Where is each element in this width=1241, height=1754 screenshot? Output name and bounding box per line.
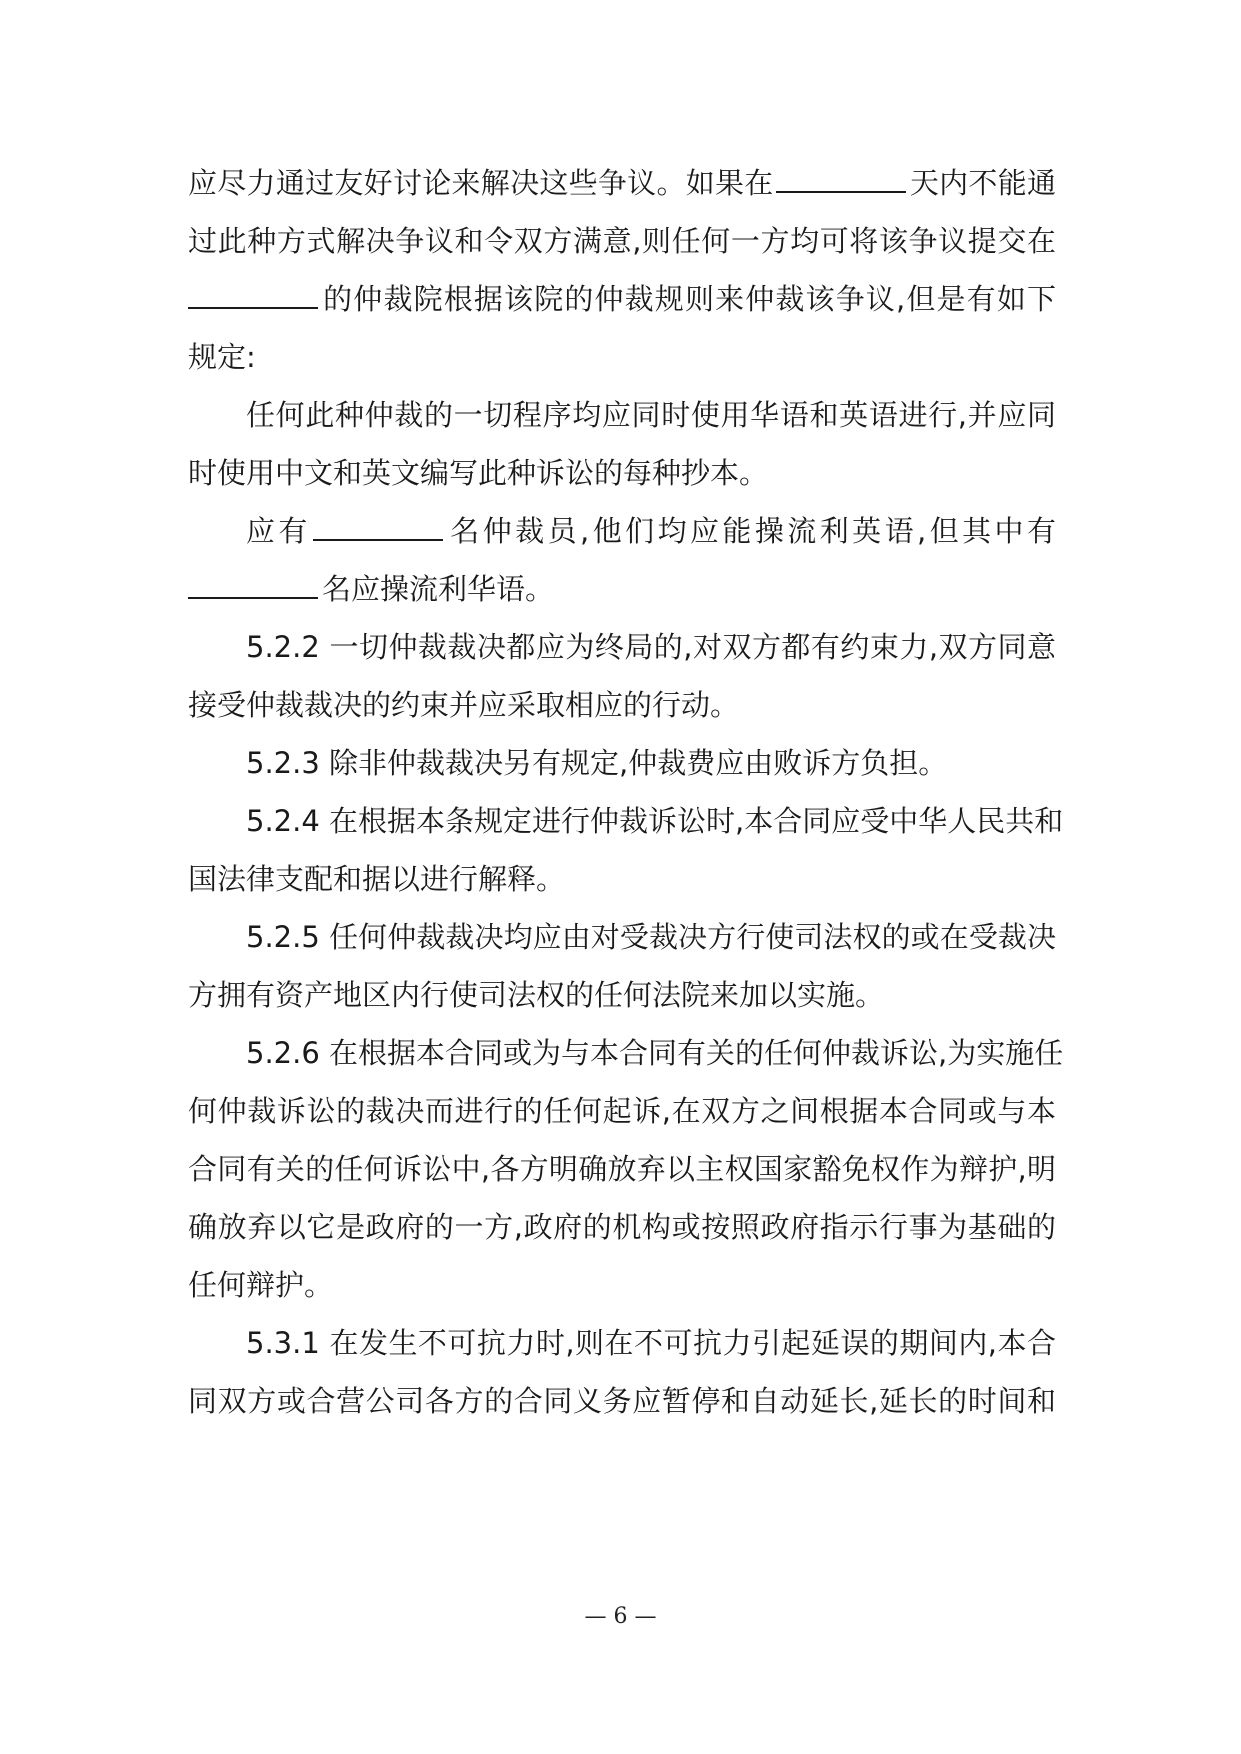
text-line (246, 391, 1056, 439)
text-line (188, 681, 1056, 729)
text-line (188, 449, 1056, 497)
text-line (246, 797, 1064, 845)
text-line (188, 275, 1056, 323)
text-line (246, 507, 1056, 555)
text-segment: 应尽力通过友好讨论来解决这些争议。如果在 (188, 166, 774, 200)
text-segment: 规定: (188, 340, 256, 374)
text-line (188, 217, 1056, 265)
text-segment: 时使用中文和英文编写此种诉讼的每种抄本。 (188, 456, 769, 490)
text-line (246, 913, 1056, 961)
text-segment: 名应操流利华语。 (322, 572, 555, 606)
text-line (188, 1377, 1056, 1425)
text-segment: 5.2.4 在根据本条规定进行仲裁诉讼时,本合同应受中华人民共和 (246, 804, 1064, 838)
text-line (188, 565, 1056, 613)
text-segment: 国法律支配和据以进行解释。 (188, 862, 566, 896)
text-segment: 应有 (246, 514, 311, 548)
text-segment: 5.3.1 在发生不可抗力时,则在不可抗力引起延误的期间内,本合 (246, 1326, 1056, 1360)
text-line (188, 855, 1056, 903)
text-segment: 5.2.6 在根据本合同或为与本合同有关的任何仲裁诉讼,为实施任 (246, 1036, 1064, 1070)
text-segment: 5.2.3 除非仲裁裁决另有规定,仲裁费应由败诉方负担。 (246, 746, 948, 780)
text-segment: 5.2.2 一切仲裁裁决都应为终局的,对双方都有约束力,双方同意 (246, 630, 1056, 664)
text-line (246, 739, 1056, 787)
text-line (246, 1319, 1056, 1367)
text-line (188, 971, 1056, 1019)
text-segment: 同双方或合营公司各方的合同义务应暂停和自动延长,延长的时间和 (188, 1384, 1056, 1418)
text-line (188, 1087, 1056, 1135)
text-segment: 5.2.5 任何仲裁裁决均应由对受裁决方行使司法权的或在受裁决 (246, 920, 1056, 954)
text-line (188, 333, 1056, 381)
text-segment: 天内不能通 (909, 166, 1056, 200)
text-segment: 过此种方式解决争议和令双方满意,则任何一方均可将该争议提交在 (188, 224, 1056, 258)
text-segment: 任何辩护。 (188, 1268, 334, 1302)
text-segment: 任何此种仲裁的一切程序均应同时使用华语和英语进行,并应同 (246, 398, 1056, 432)
text-segment: 合同有关的任何诉讼中,各方明确放弃以主权国家豁免权作为辩护,明 (188, 1152, 1056, 1186)
fill-in-blank (776, 161, 906, 193)
text-segment: 名仲裁员,他们均应能操流利英语,但其中有 (446, 514, 1056, 548)
text-line (246, 623, 1056, 671)
page-number: — 6 — (584, 1604, 657, 1629)
text-line (188, 1203, 1056, 1251)
text-segment: 何仲裁诉讼的裁决而进行的任何起诉,在双方之间根据本合同或与本 (188, 1094, 1056, 1128)
text-segment: 方拥有资产地区内行使司法权的任何法院来加以实施。 (188, 978, 885, 1012)
text-line (188, 159, 1056, 207)
text-line (188, 1145, 1056, 1193)
fill-in-blank (188, 277, 318, 309)
text-line (246, 1029, 1064, 1077)
fill-in-blank (188, 567, 318, 599)
fill-in-blank (313, 509, 443, 541)
text-segment: 的仲裁院根据该院的仲裁规则来仲裁该争议,但是有如下 (322, 282, 1056, 316)
text-segment: 接受仲裁裁决的约束并应采取相应的行动。 (188, 688, 740, 722)
text-segment: 确放弃以它是政府的一方,政府的机构或按照政府指示行事为基础的 (188, 1210, 1056, 1244)
text-line (188, 1261, 1056, 1309)
